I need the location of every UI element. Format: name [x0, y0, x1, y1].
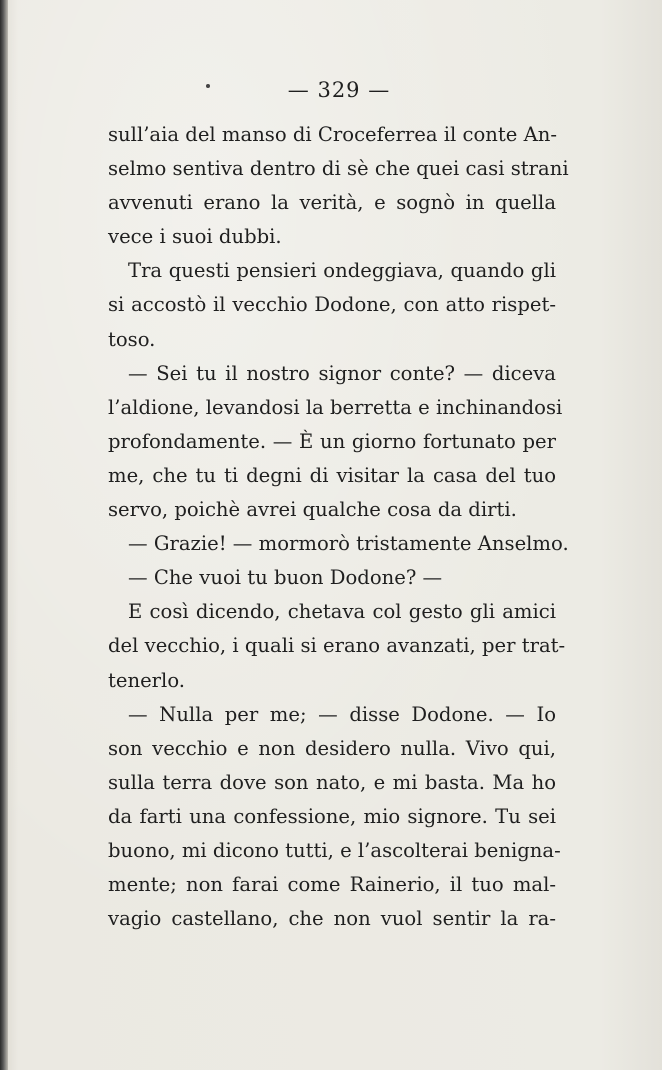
text-line: servo, poichè avrei qualche cosa da dirti. [108, 498, 517, 522]
text-line: Tra questi pensieri ondeggiava, quando gli [128, 259, 556, 283]
text-line: l’aldione, levandosi la berretta e inchinandosi [108, 395, 563, 419]
text-line: avvenuti erano la verità, e sognò in quella [108, 191, 556, 215]
page-number: — 329 — [287, 78, 391, 102]
text-line: — Nulla per me; — disse Dodone. — Io [128, 702, 556, 726]
text-line: sulla terra dove son nato, e mi basta. Ma ho [108, 770, 556, 794]
text-line: toso. [108, 327, 156, 351]
text-line: da farti una confessione, mio signore. Tu sei [108, 804, 556, 828]
body-text [108, 118, 569, 936]
text-line: E così dicendo, chetava col gesto gli amici [128, 600, 556, 624]
text-line: vagio castellano, che non vuol sentir la ra- [108, 907, 556, 931]
text-line: profondamente. — È un giorno fortunato per [108, 429, 556, 453]
binding-edge [0, 0, 8, 1070]
text-line: tenerlo. [108, 668, 185, 692]
text-line: mente; non farai come Rainerio, il tuo mal- [108, 873, 556, 897]
text-line: buono, mi dicono tutti, e l’ascolterai benigna- [108, 838, 561, 862]
text-line: — Che vuoi tu buon Dodone? — [128, 566, 443, 590]
text-line: — Sei tu il nostro signor conte? — diceva [128, 361, 556, 385]
text-line: — Grazie! — mormorò tristamente Anselmo. [128, 532, 569, 556]
text-line: sull’aia del manso di Croceferrea il conte An- [108, 123, 557, 146]
text-line: del vecchio, i quali si erano avanzati, per trat- [108, 634, 566, 658]
text-line: son vecchio e non desidero nulla. Vivo qui, [108, 736, 556, 760]
text-line: me, che tu ti degni di visitar la casa del tuo [108, 463, 556, 487]
text-line: vece i suoi dubbi. [108, 225, 282, 249]
text-line: si accostò il vecchio Dodone, con atto rispet- [108, 293, 556, 317]
text-line: selmo sentiva dentro di sè che quei casi strani [108, 157, 569, 181]
